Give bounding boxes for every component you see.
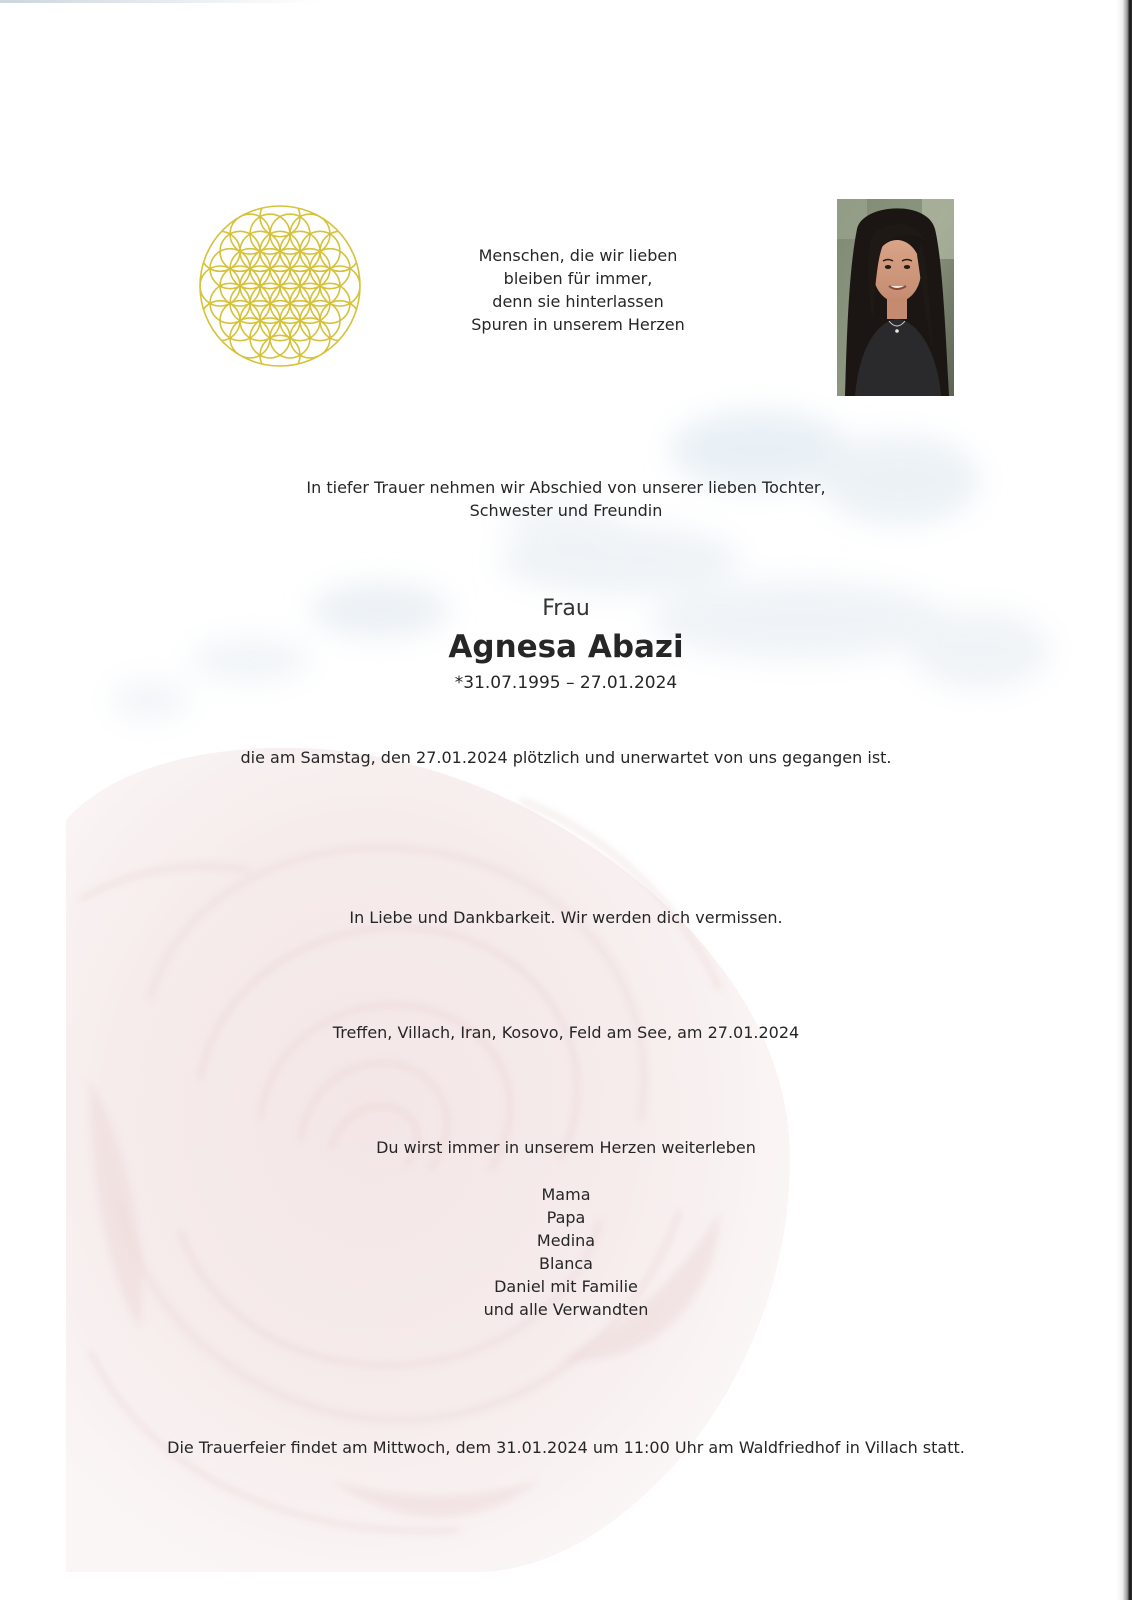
remembrance-line: Du wirst immer in unserem Herzen weiterleben <box>376 1138 756 1157</box>
poem-line: Menschen, die wir lieben <box>478 246 678 265</box>
mourner-name: Blanca <box>539 1254 593 1273</box>
deceased-name: Agnesa Abazi <box>448 629 684 665</box>
portrait-photo <box>837 199 954 396</box>
salutation: Frau <box>542 596 590 621</box>
flower-of-life-icon <box>197 203 363 369</box>
announcement-line: Schwester und Freundin <box>469 501 663 520</box>
announcement-line: In tiefer Trauer nehmen wir Abschied von unserer lieben Tochter, <box>306 478 826 497</box>
mourner-name: und alle Verwandten <box>483 1300 649 1319</box>
place-date: Treffen, Villach, Iran, Kosovo, Feld am See, am 27.01.2024 <box>332 1023 800 1042</box>
poem-block <box>378 244 778 336</box>
mourner-name: Daniel mit Familie <box>494 1277 638 1296</box>
announcement-block <box>0 476 1132 522</box>
passing-note: die am Samstag, den 27.01.2024 plötzlich und unerwartet von uns gegangen ist. <box>240 748 892 767</box>
poem-line: denn sie hinterlassen <box>492 292 664 311</box>
mourner-name: Mama <box>541 1185 591 1204</box>
mourner-name: Medina <box>536 1231 596 1250</box>
mourner-name: Papa <box>546 1208 586 1227</box>
ceremony-note: Die Trauerfeier findet am Mittwoch, dem 31.01.2024 um 11:00 Uhr am Waldfriedhof in Villach statt. <box>167 1438 965 1457</box>
life-dates: *31.07.1995 – 27.01.2024 <box>454 673 678 693</box>
gratitude-note: In Liebe und Dankbarkeit. Wir werden dich vermissen. <box>349 908 783 927</box>
mourners-list <box>0 1183 1132 1321</box>
poem-line: bleiben für immer, <box>503 269 653 288</box>
poem-line: Spuren in unserem Herzen <box>471 315 685 334</box>
